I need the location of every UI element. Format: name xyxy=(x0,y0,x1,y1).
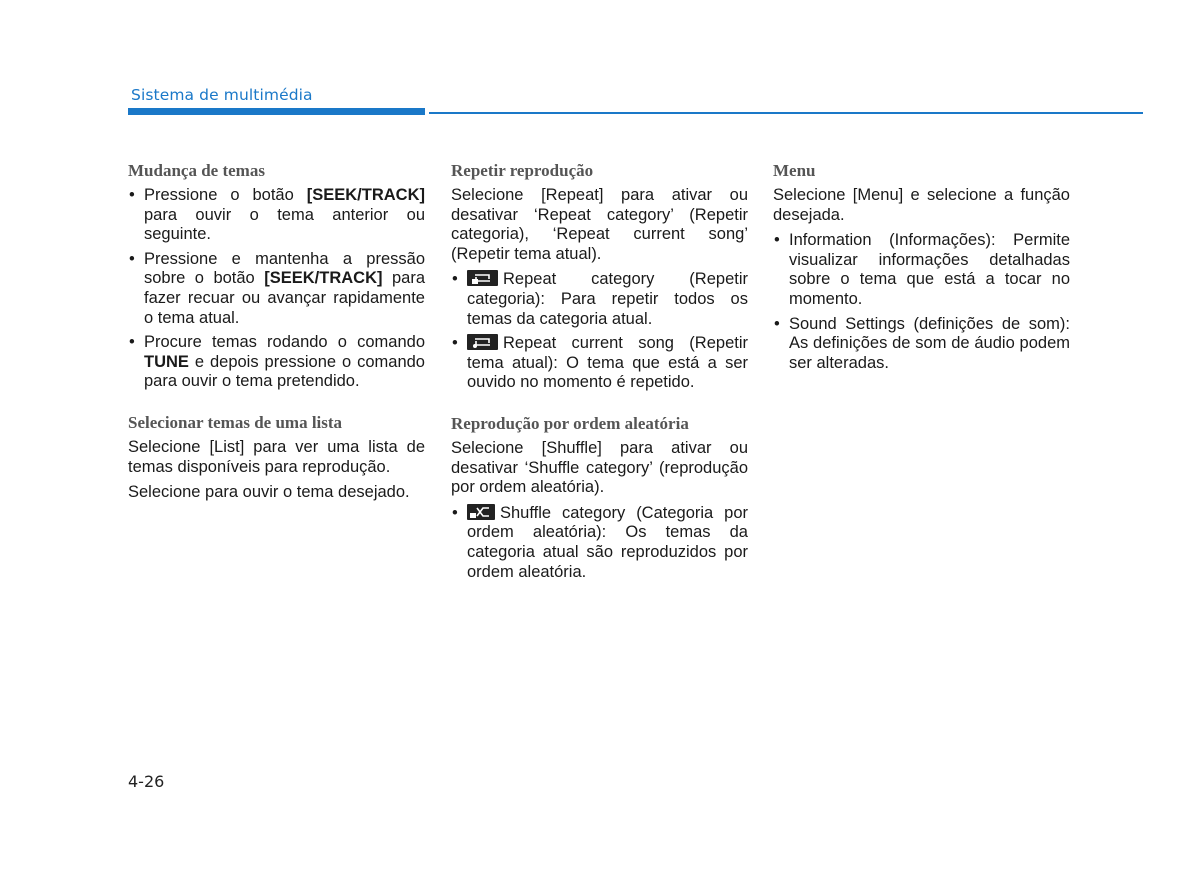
heading-aleatoria: Reprodução por ordem aleatória xyxy=(451,413,689,433)
tune-knob-label: TUNE xyxy=(144,352,189,371)
repeat-category-icon xyxy=(467,270,498,286)
paragraph-list: Selecione [List] para ver uma lista de temas disponíveis para reprodução. xyxy=(128,437,425,476)
header-bar-thin xyxy=(429,112,1143,114)
column-3 xyxy=(773,160,1070,378)
shuffle-list xyxy=(451,504,748,582)
list-item: • Sound Settings (definições de som): As definições de som de áudio podem ser alteradas. xyxy=(773,315,1070,374)
paragraph-repeat: Selecione [Repeat] para ativar ou desativar ‘Repeat category’ (Repetir categoria), ‘Repeat current song’ (Repetir tema atual). xyxy=(451,186,748,263)
column-1 xyxy=(128,160,425,509)
mudanca-temas-list xyxy=(128,186,425,392)
page-number: 4-26 xyxy=(128,772,165,791)
list-item: • Shuffle category (Categoria por ordem aleatória): Os temas da categoria atual são reproduzidos por ordem aleatória. xyxy=(451,504,748,582)
column-2 xyxy=(451,160,748,587)
paragraph-shuffle: Selecione [Shuffle] para ativar ou desativar ‘Shuffle category’ (reprodução por ordem aleatória). xyxy=(451,438,748,497)
seek-track-button-label: [SEEK/TRACK] xyxy=(306,186,425,204)
list-item: • Information (Informações): Permite visualizar informações detalhadas sobre o tema que está a tocar no momento. xyxy=(773,231,1070,309)
list-item: • Repeat category (Repetir categoria): Para repetir todos os temas da categoria atual. xyxy=(451,270,748,329)
heading-mudanca-temas: Mudança de temas xyxy=(128,161,265,180)
list-item: • Procure temas rodando o comando TUNE e depois pressione o comando para ouvir o tema pretendido. xyxy=(128,333,425,392)
list-item: • Pressione e mantenha a pressão sobre o botão [SEEK/TRACK] para fazer recuar ou avançar rapidamente o tema atual. xyxy=(128,250,425,328)
repeat-list xyxy=(451,270,748,393)
heading-selecionar-lista: Selecionar temas de uma lista xyxy=(128,412,343,432)
repeat-song-icon xyxy=(467,334,498,350)
shuffle-category-icon xyxy=(467,504,495,520)
seek-track-button-label: [SEEK/TRACK] xyxy=(264,269,383,288)
paragraph-menu: Selecione [Menu] e selecione a função desejada. xyxy=(773,186,1070,224)
list-item: • Pressione o botão [SEEK/TRACK] para ouvir o tema anterior ou seguinte. xyxy=(128,186,425,245)
menu-list xyxy=(773,231,1070,373)
list-item: • Repeat current song (Repetir tema atual): O tema que está a ser ouvido no momento é repetido. xyxy=(451,334,748,393)
header-bar-thick xyxy=(128,108,425,115)
heading-menu: Menu xyxy=(773,161,816,180)
section-title: Sistema de multimédia xyxy=(131,86,313,104)
heading-repetir: Repetir reprodução xyxy=(451,161,594,180)
paragraph-select: Selecione para ouvir o tema desejado. xyxy=(128,483,410,502)
